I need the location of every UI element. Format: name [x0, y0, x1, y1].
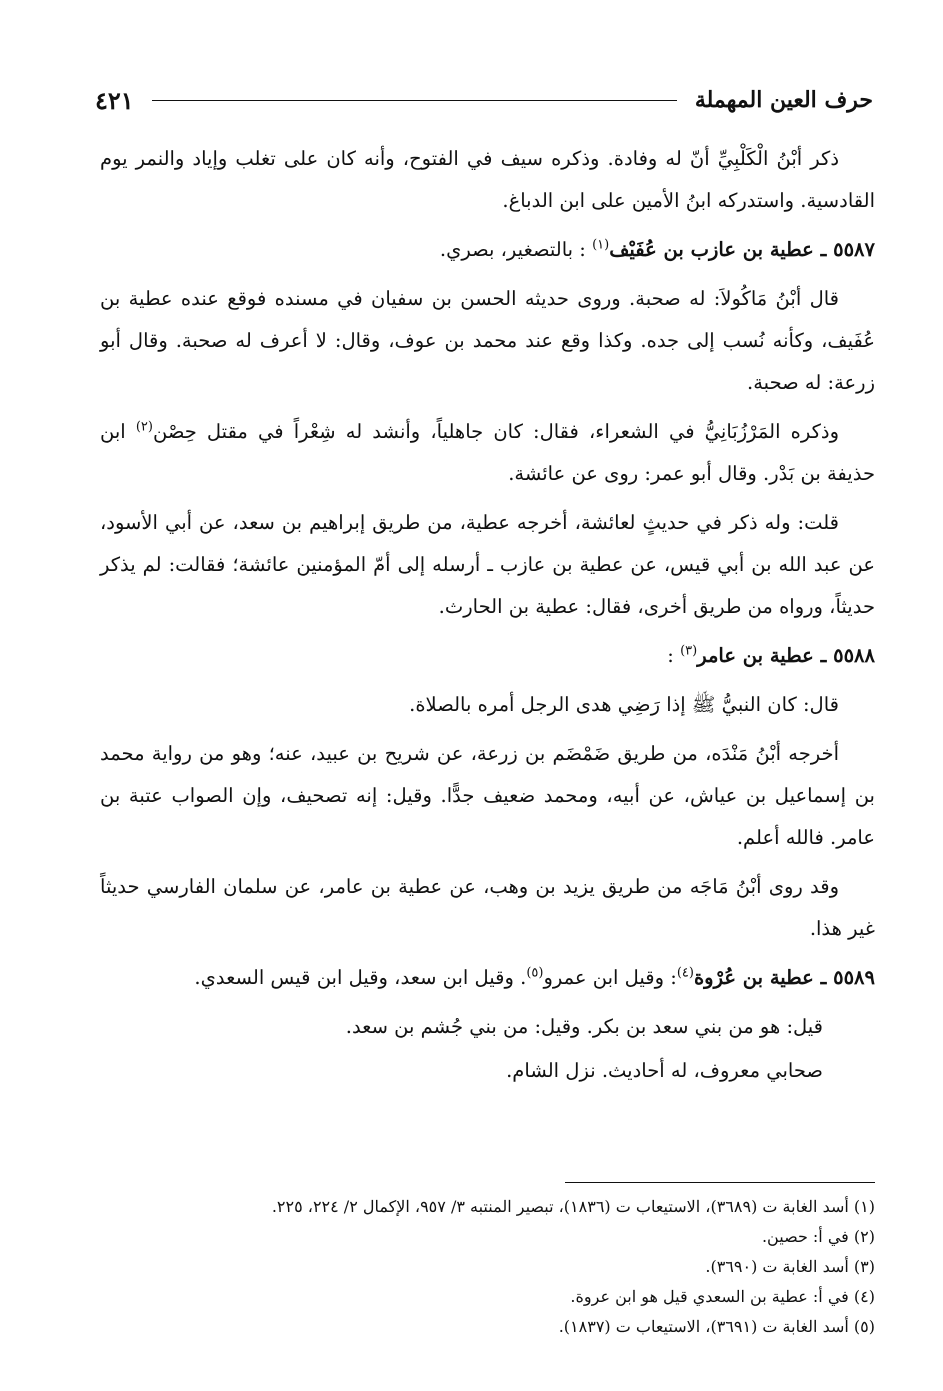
paragraph-2: قال أبْنُ مَاكُولاَ: له صحبة. وروى حديثه الحسن بن سفيان في مسنده فوقع عنده عطية بن عُفَيف، وكأنه نُسب إلى جده. وكذا وقع عند محمد بن عوف، وقال: لا أعرف له صحبة. وقال أبو زرعة: له صحبة. — [100, 287, 875, 394]
footnote-ref-5: (٥) — [526, 965, 544, 981]
footnote-ref-2: (٢) — [135, 419, 153, 435]
entry-5589 — [100, 957, 875, 999]
footnote-1: (١) أسد الغابة ت (٣٦٨٩)، الاستيعاب ت (١٨٣٦)، تبصير المنتبه ٣/ ٩٥٧، الإكمال ٢/ ٢٢٤، ٢٢٥. — [271, 1197, 875, 1216]
paragraph-5: قال: كان النبيُّ ﷺ إذا رَضِي هدى الرجل أمره بالصلاة. — [409, 693, 839, 716]
page-header — [95, 80, 873, 120]
paragraph-8: قيل: هو من بني سعد بن بكر. وقيل: من بني جُشم بن سعد. — [345, 1015, 823, 1038]
footnote-ref-1: (١) — [592, 237, 610, 253]
entry-5589-text: . وقيل ابن سعد، وقيل ابن قيس السعدي. — [194, 966, 527, 989]
paragraph-3-before: وذكره المَرْزُبَانِيُّ في الشعراء، فقال: كان جاهلياً، وأنشد له شِعْراً في مقتل حِصْن — [152, 420, 840, 443]
footnote-ref-4: (٤) — [676, 965, 694, 981]
entry-5589-heading: ٥٥٨٩ ـ عطية بن عُرْوة — [693, 966, 875, 989]
entry-5588 — [100, 635, 875, 677]
entry-5588-text: : — [667, 644, 674, 667]
footnote-3: (٣) أسد الغابة ت (٣٦٩٠). — [705, 1257, 875, 1276]
paragraph-7: وقد روى أبْنُ مَاجَه من طريق يزيد بن وهب، عن عطية بن عامر، عن سلمان الفارسي حديثاً غير هذا. — [100, 875, 875, 940]
footnote-5: (٥) أسد الغابة ت (٣٦٩١)، الاستيعاب ت (١٨٣٧). — [558, 1317, 875, 1336]
footnote-ref-3: (٣) — [680, 643, 698, 659]
footnotes — [100, 1192, 875, 1342]
body-text — [100, 138, 875, 1092]
footnote-rule — [565, 1182, 875, 1183]
footnote-4: (٤) في أ: عطية بن السعدي قيل هو ابن عروة. — [570, 1287, 875, 1306]
paragraph-9: صحابي معروف، له أحاديث. نزل الشام. — [506, 1059, 823, 1082]
paragraph-6: أخرجه أبْنُ مَنْدَه، من طريق ضَمْضَم بن زرعة، عن شريح بن عبيد، عنه؛ وهو من رواية محمد بن إسماعيل بن عياش، عن أبيه، ومحمد ضعيف جدًّا. وقيل: إنه تصحيف، وإن الصواب عتبة بن عامر. فالله أعلم. — [100, 742, 875, 849]
entry-5587-heading: ٥٥٨٧ ـ عطية بن عازب بن عُفَيْف — [609, 238, 875, 261]
footnote-2: (٢) في أ: حصين. — [761, 1227, 875, 1246]
entry-5587 — [100, 229, 875, 271]
paragraph-3 — [100, 411, 875, 495]
header-rule — [152, 100, 677, 101]
running-title: حرف العين المهملة — [694, 87, 873, 113]
page-number: ٤٢١ — [95, 85, 134, 115]
paragraph-1: ذكر أبْنُ الْكَلْبِيِّ أنّ له وفادة. وذكره سيف في الفتوح، وأنه كان على تغلب وإياد والنمر يوم القادسية. واستدركه ابنُ الأمين على ابن الدباغ. — [100, 147, 875, 212]
entry-5587-text: : بالتصغير، بصري. — [439, 238, 586, 261]
paragraph-3-after: ابن حذيفة بن بَدْر. وقال أبو عمر: روى عن عائشة. — [100, 420, 875, 485]
entry-5589-mid: : وقيل ابن عمرو — [543, 966, 677, 989]
entry-5588-heading: ٥٥٨٨ ـ عطية بن عامر — [697, 644, 875, 667]
paragraph-4: قلت: وله ذكر في حديثٍ لعائشة، أخرجه عطية، من طريق إبراهيم بن سعد، عن أبي الأسود، عن عبد الله بن أبي قيس، عن عطية بن عازب ـ أرسله إلى أمّ المؤمنين عائشة؛ فقالت: لم يذكر حديثاً، ورواه من طريق أخرى، فقال: عطية بن الحارث. — [100, 511, 875, 618]
